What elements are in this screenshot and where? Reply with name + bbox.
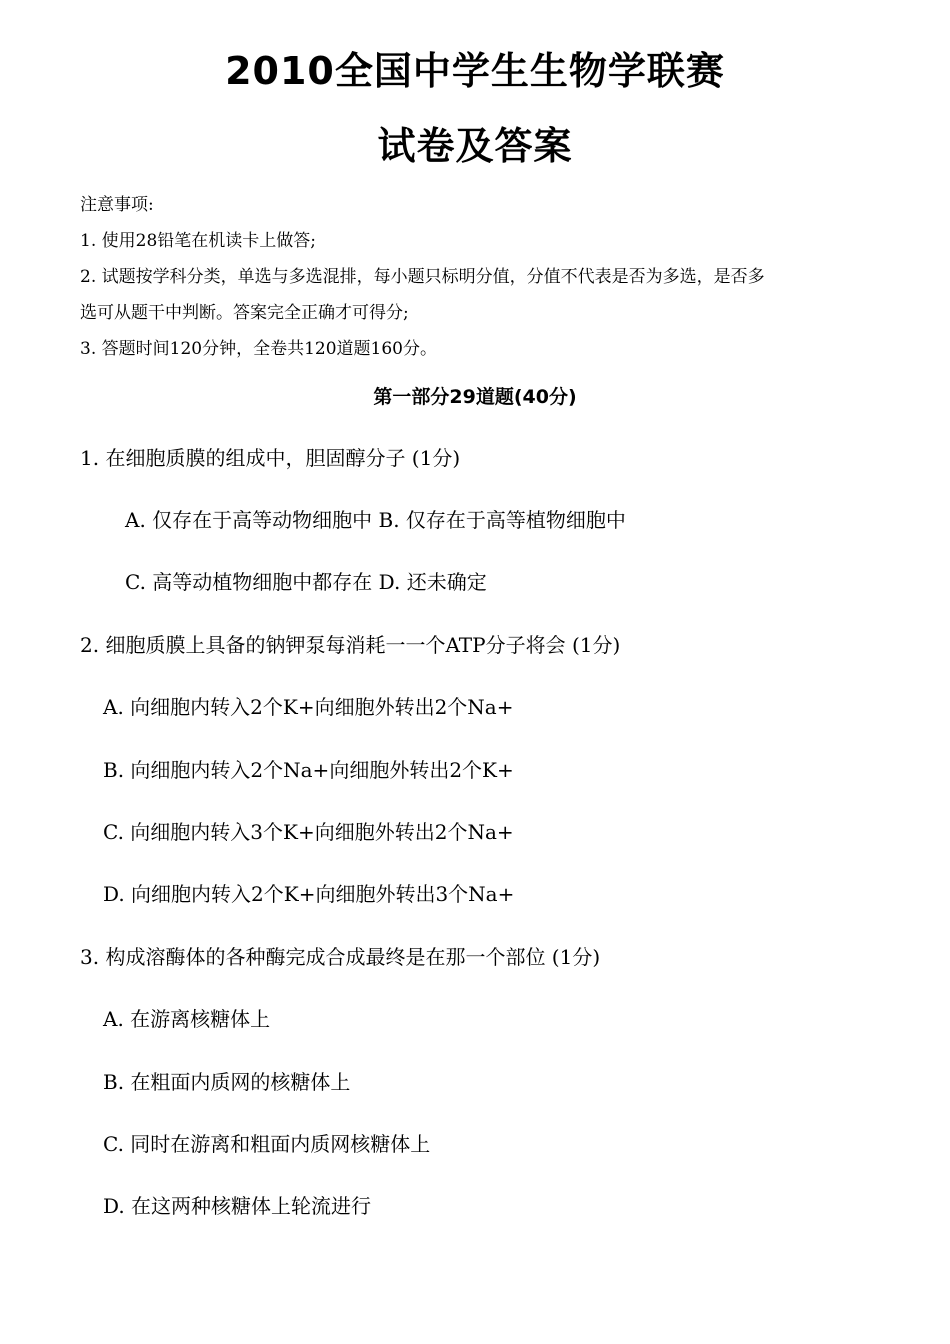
question-3-option-b: B. 在粗面内质网的核糖体上 xyxy=(103,1070,351,1094)
question-1-stem: 1. 在细胞质膜的组成中，胆固醇分子 (1分) xyxy=(80,446,461,470)
question-2-option-b: B. 向细胞内转入2个Na+向细胞外转出2个K+ xyxy=(103,758,514,782)
question-3-option-d: D. 在这两种核糖体上轮流进行 xyxy=(103,1194,372,1218)
note-item-2: 2. 试题按学科分类，单选与多选混排，每小题只标明分值，分值不代表是否为多选，是否多 xyxy=(80,267,765,287)
page-title: 2010全国中学生生物学联赛 xyxy=(225,49,725,93)
question-2-option-c: C. 向细胞内转入3个K+向细胞外转出2个Na+ xyxy=(103,820,514,844)
question-3-stem: 3. 构成溶酶体的各种酶完成合成最终是在那一个部位 (1分) xyxy=(80,945,601,969)
question-1-options-ab: A. 仅存在于高等动物细胞中 B. 仅存在于高等植物细胞中 xyxy=(125,508,626,532)
question-1-options-cd: C. 高等动植物细胞中都存在 D. 还未确定 xyxy=(125,570,487,594)
question-2-option-d: D. 向细胞内转入2个K+向细胞外转出3个Na+ xyxy=(103,882,515,906)
note-item-1: 1. 使用28铅笔在机读卡上做答; xyxy=(80,231,316,251)
note-item-2-continued: 选可从题干中判断。答案完全正确才可得分; xyxy=(80,303,409,323)
question-3-option-c: C. 同时在游离和粗面内质网核糖体上 xyxy=(103,1132,431,1156)
notes-heading: 注意事项: xyxy=(80,195,154,215)
section-heading: 第一部分29道题(40分) xyxy=(373,386,577,408)
question-2-option-a: A. 向细胞内转入2个K+向细胞外转出2个Na+ xyxy=(103,695,514,719)
note-item-3: 3. 答题时间120分钟，全卷共120道题160分。 xyxy=(80,339,437,359)
question-2-stem: 2. 细胞质膜上具备的钠钾泵每消耗一一个ATP分子将会 (1分) xyxy=(80,633,621,657)
question-3-option-a: A. 在游离核糖体上 xyxy=(103,1007,271,1031)
page-subtitle: 试卷及答案 xyxy=(377,124,573,168)
